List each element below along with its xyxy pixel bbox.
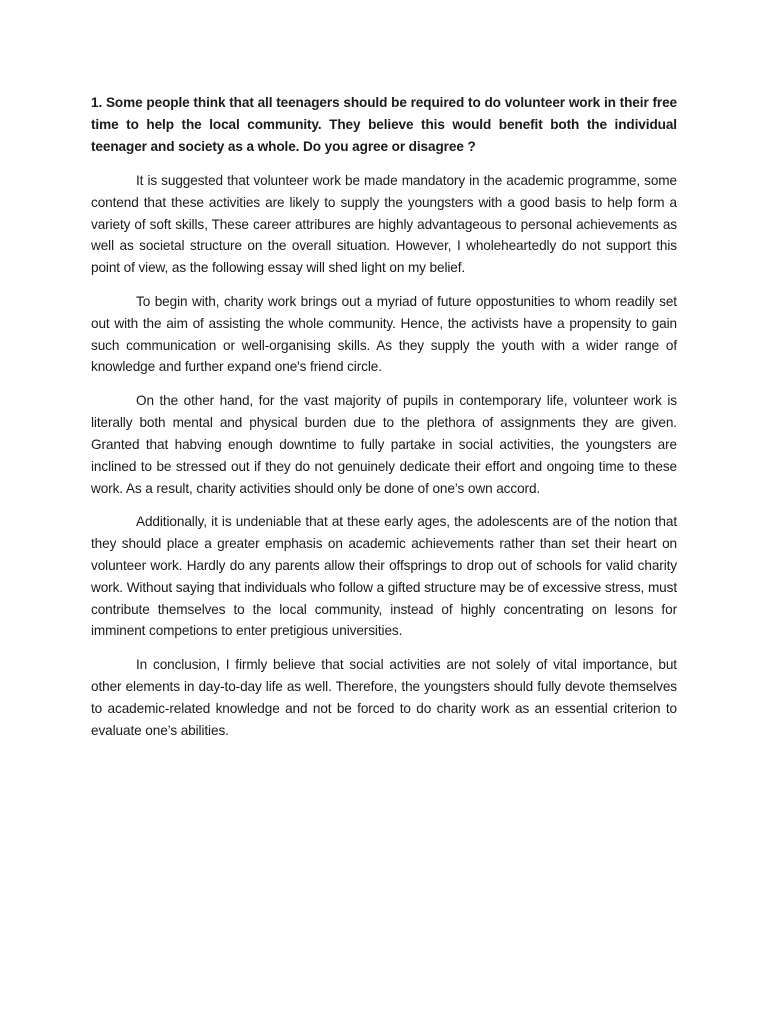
essay-question: 1. Some people think that all teenagers should be required to do volunteer work in their free time to help the local community. They believe this would benefit both the individual teenager and society as a whole. Do you agree or disagree ? xyxy=(91,95,677,154)
essay-paragraph-body-2: On the other hand, for the vast majority of pupils in contemporary life, volunteer work is literally both mental and physical burden due to the plethora of assignments they are given. Granted that habving enough downtime to fully partake in social activities, the youngsters are inclined to be stressed out if they do not genuinely dedicate their effort and ongoing time to these work. As a result, charity activities should only be done of one’s own accord. xyxy=(91,392,677,496)
essay-paragraph-body-1: To begin with, charity work brings out a myriad of future oppostunities to whom readily set out with the aim of assisting the whole community. Hence, the activists have a propensity to gain such communication or well-organising skills. As they supply the youth with a wider range of knowledge and further expand one's friend circle. xyxy=(91,293,677,375)
essay-page xyxy=(91,92,677,753)
essay-paragraph-introduction: It is suggested that volunteer work be made mandatory in the academic programme, some contend that these activities are likely to supply the youngsters with a good basis to help form a variety of soft skills, These career attribures are highly advantageous to personal achievements as well as societal structure on the overall situation. However, I wholeheartedly do not support this point of view, as the following essay will shed light on my belief. xyxy=(91,172,677,276)
essay-paragraph-conclusion: In conclusion, I firmly believe that social activities are not solely of vital importance, but other elements in day-to-day life as well. Therefore, the youngsters should fully devote themselves to academic-related knowledge and not be forced to do charity work as an essential criterion to evaluate one’s abilities. xyxy=(91,656,677,738)
essay-paragraph-body-3: Additionally, it is undeniable that at these early ages, the adolescents are of the notion that they should place a greater emphasis on academic achievements rather than set their heart on volunteer work. Hardly do any parents allow their offsprings to drop out of schools for valid charity work. Without saying that individuals who follow a gifted structure may be of excessive stress, must contribute themselves to the local community, instead of highly concentrating on lesons for imminent competions to enter pretigious universities. xyxy=(91,513,677,639)
